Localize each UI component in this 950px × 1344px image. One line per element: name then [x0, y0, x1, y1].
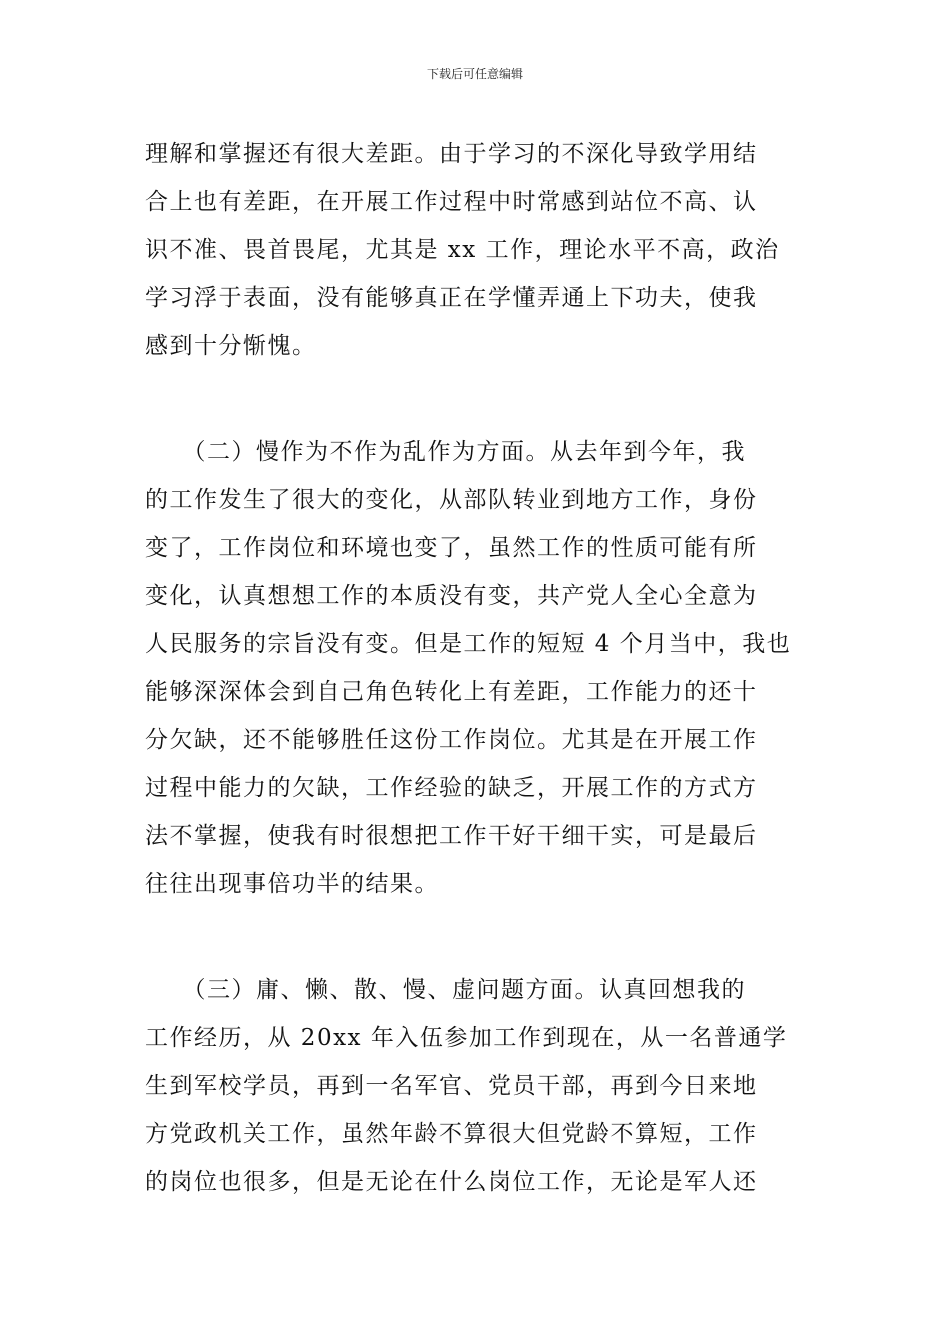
text-line: 分欠缺，还不能够胜任这份工作岗位。尤其是在开展工作 — [145, 727, 758, 753]
text-line: 的岗位也很多，但是无论在什么岗位工作，无论是军人还 — [145, 1169, 758, 1195]
text-line: 工作经历，从 20xx 年入伍参加工作到现在，从一名普通学 — [145, 1025, 788, 1051]
text-line: 方党政机关工作，虽然年龄不算很大但党龄不算短，工作 — [145, 1121, 758, 1147]
document-body — [145, 130, 810, 1206]
text-line: 合上也有差距，在开展工作过程中时常感到站位不高、认 — [145, 189, 758, 215]
text-line: （二）慢作为不作为乱作为方面。从去年到今年，我 — [145, 439, 746, 465]
text-line: 变了，工作岗位和环境也变了，虽然工作的性质可能有所 — [145, 535, 758, 561]
text-line: 理解和掌握还有很大差距。由于学习的不深化导致学用结 — [145, 141, 758, 167]
text-line: 变化，认真想想工作的本质没有变，共产党人全心全意为 — [145, 583, 758, 609]
text-line: 生到军校学员，再到一名军官、党员干部，再到今日来地 — [145, 1073, 758, 1099]
text-line: 学习浮于表面，没有能够真正在学懂弄通上下功夫，使我 — [145, 285, 758, 311]
paragraph-2 — [145, 428, 810, 908]
paragraph-1 — [145, 130, 810, 370]
text-line: 的工作发生了很大的变化，从部队转业到地方工作，身份 — [145, 487, 758, 513]
text-line: 感到十分惭愧。 — [145, 333, 317, 359]
text-line: （三）庸、懒、散、慢、虚问题方面。认真回想我的 — [145, 977, 746, 1003]
text-line: 能够深深体会到自己角色转化上有差距，工作能力的还十 — [145, 679, 758, 705]
page-header: 下载后可任意编辑 — [426, 67, 523, 81]
text-line: 人民服务的宗旨没有变。但是工作的短短 4 个月当中，我也 — [145, 631, 792, 657]
paragraph-3 — [145, 966, 810, 1206]
paragraph-gap — [145, 908, 810, 966]
paragraph-gap — [145, 370, 810, 428]
text-line: 过程中能力的欠缺，工作经验的缺乏，开展工作的方式方 — [145, 775, 758, 801]
text-line: 识不准、畏首畏尾，尤其是 xx 工作，理论水平不高，政治 — [145, 237, 780, 263]
text-line: 往往出现事倍功半的结果。 — [145, 871, 439, 897]
text-line: 法不掌握，使我有时很想把工作干好干细干实，可是最后 — [145, 823, 758, 849]
